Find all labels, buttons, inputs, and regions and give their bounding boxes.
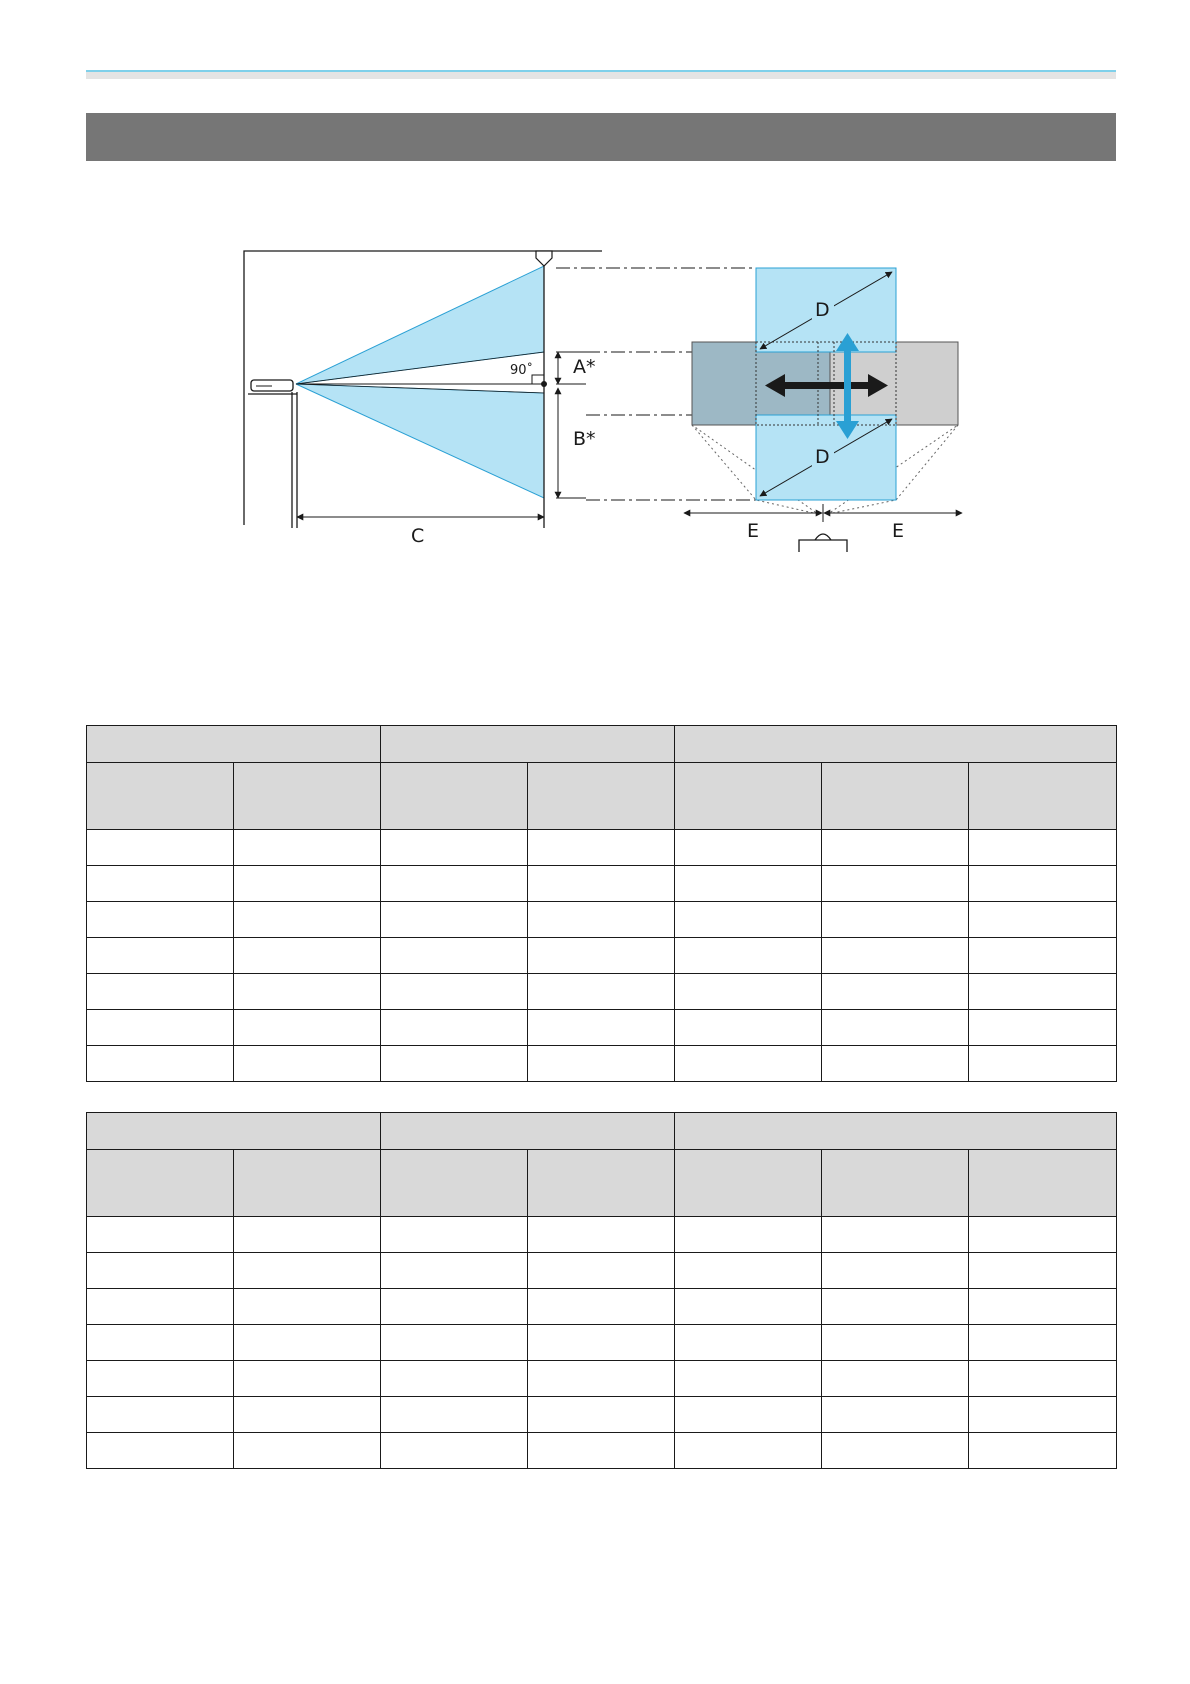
angle-label: 90˚ (510, 363, 534, 378)
projector-front-icon (799, 534, 847, 552)
room-outline (244, 251, 602, 525)
table-cell (822, 1010, 969, 1046)
header-cell (675, 1113, 1117, 1150)
table-cell (234, 1433, 381, 1469)
header-cell (87, 1113, 381, 1150)
projection-distance-diagram (0, 0, 1190, 600)
table-row (87, 1325, 1117, 1361)
subheader-cell (87, 763, 234, 830)
table-cell (528, 974, 675, 1010)
table-subheader-row (87, 763, 1117, 830)
table-cell (969, 1325, 1117, 1361)
table-cell (381, 902, 528, 938)
table-cell (969, 1046, 1117, 1082)
table-cell (381, 974, 528, 1010)
table-cell (675, 1010, 822, 1046)
subheader-cell (234, 763, 381, 830)
table-cell (87, 1010, 234, 1046)
header-cell (381, 1113, 675, 1150)
table-cell (969, 1253, 1117, 1289)
table-cell (822, 1289, 969, 1325)
table-cell (675, 974, 822, 1010)
table-cell (528, 1433, 675, 1469)
table-cell (822, 1433, 969, 1469)
table-cell (528, 1010, 675, 1046)
subheader-cell (822, 763, 969, 830)
table-cell (822, 1325, 969, 1361)
table-header-row (87, 726, 1117, 763)
table-cell (381, 1289, 528, 1325)
table-cell (822, 902, 969, 938)
table-cell (969, 830, 1117, 866)
table-cell (969, 866, 1117, 902)
subheader-cell (528, 1150, 675, 1217)
table-cell (234, 1046, 381, 1082)
side-view (244, 251, 602, 547)
table-cell (822, 1217, 969, 1253)
table-cell (234, 974, 381, 1010)
label-e-right: E (892, 520, 905, 542)
table-row (87, 1289, 1117, 1325)
table-cell (381, 1397, 528, 1433)
table-cell (969, 1361, 1117, 1397)
table-cell (675, 1217, 822, 1253)
table-cell (87, 938, 234, 974)
table-cell (234, 1289, 381, 1325)
table-cell (969, 974, 1117, 1010)
table-cell (381, 1361, 528, 1397)
table-cell (381, 1046, 528, 1082)
table-cell (234, 1325, 381, 1361)
table-cell (822, 830, 969, 866)
table-cell (675, 866, 822, 902)
table-cell (87, 1361, 234, 1397)
table-cell (87, 974, 234, 1010)
table-cell (822, 1253, 969, 1289)
table-cell (969, 902, 1117, 938)
label-c: C (411, 525, 425, 547)
table-row (87, 938, 1117, 974)
table-cell (528, 902, 675, 938)
table-cell (675, 1253, 822, 1289)
axis-point (541, 381, 547, 387)
table-cell (381, 866, 528, 902)
subheader-cell (969, 1150, 1117, 1217)
table-cell (87, 1289, 234, 1325)
table-cell (528, 1325, 675, 1361)
table-cell (87, 830, 234, 866)
subheader-cell (528, 763, 675, 830)
table-row (87, 866, 1117, 902)
table-cell (528, 830, 675, 866)
subheader-cell (234, 1150, 381, 1217)
throw-distance-table-2 (86, 1112, 1117, 1469)
projection-cone-lower (296, 384, 544, 498)
table-cell (528, 1217, 675, 1253)
subheader-cell (381, 763, 528, 830)
table-cell (822, 1046, 969, 1082)
table-cell (381, 1217, 528, 1253)
table-row (87, 1010, 1117, 1046)
table-cell (969, 1217, 1117, 1253)
table-cell (822, 938, 969, 974)
table-cell (234, 830, 381, 866)
label-b: B* (573, 428, 596, 450)
table-header-row (87, 1113, 1117, 1150)
table-cell (528, 1289, 675, 1325)
label-a: A* (573, 356, 596, 378)
table-cell (381, 1325, 528, 1361)
table-cell (528, 1046, 675, 1082)
front-view (684, 268, 962, 552)
table-row (87, 1361, 1117, 1397)
table-cell (87, 1217, 234, 1253)
table-cell (528, 1361, 675, 1397)
subheader-cell (87, 1150, 234, 1217)
table-cell (675, 902, 822, 938)
table-cell (675, 1046, 822, 1082)
table-cell (234, 1010, 381, 1046)
table-cell (87, 1397, 234, 1433)
subheader-cell (822, 1150, 969, 1217)
table-cell (87, 1325, 234, 1361)
table-cell (234, 938, 381, 974)
label-d-upper: D (815, 299, 830, 321)
table-row (87, 830, 1117, 866)
header-cell (675, 726, 1117, 763)
table-cell (87, 902, 234, 938)
table-row (87, 1217, 1117, 1253)
table-cell (822, 974, 969, 1010)
table-cell (528, 1397, 675, 1433)
table-row (87, 1046, 1117, 1082)
table-cell (969, 1289, 1117, 1325)
header-cell (381, 726, 675, 763)
table-cell (675, 1433, 822, 1469)
table-cell (234, 1397, 381, 1433)
table-cell (675, 1397, 822, 1433)
table-cell (234, 902, 381, 938)
table-cell (675, 1289, 822, 1325)
table-cell (381, 830, 528, 866)
table-cell (234, 866, 381, 902)
table-row (87, 974, 1117, 1010)
table-cell (528, 938, 675, 974)
table-cell (969, 1010, 1117, 1046)
table-cell (234, 1253, 381, 1289)
table-cell (381, 1433, 528, 1469)
table-row (87, 1433, 1117, 1469)
table-cell (381, 938, 528, 974)
table-cell (234, 1361, 381, 1397)
label-d-lower: D (815, 446, 830, 468)
table-cell (822, 1361, 969, 1397)
table-row (87, 1397, 1117, 1433)
throw-distance-table-1 (86, 725, 1117, 1082)
subheader-cell (675, 1150, 822, 1217)
table-cell (87, 1046, 234, 1082)
subheader-cell (969, 763, 1117, 830)
table-cell (528, 866, 675, 902)
screen-mount (536, 251, 552, 266)
table-cell (675, 938, 822, 974)
table-cell (675, 1325, 822, 1361)
table-row (87, 1253, 1117, 1289)
table-cell (675, 830, 822, 866)
table-cell (381, 1253, 528, 1289)
table-cell (969, 938, 1117, 974)
table-cell (969, 1433, 1117, 1469)
table-subheader-row (87, 1150, 1117, 1217)
table-cell (822, 1397, 969, 1433)
table-cell (675, 1361, 822, 1397)
projector-icon (251, 380, 293, 391)
subheader-cell (381, 1150, 528, 1217)
table-cell (528, 1253, 675, 1289)
table-row (87, 902, 1117, 938)
table-cell (87, 1253, 234, 1289)
table-cell (234, 1217, 381, 1253)
header-cell (87, 726, 381, 763)
table-cell (381, 1010, 528, 1046)
label-e-left: E (747, 520, 760, 542)
subheader-cell (675, 763, 822, 830)
table-cell (969, 1397, 1117, 1433)
table-cell (87, 1433, 234, 1469)
table-cell (822, 866, 969, 902)
projection-cone-upper (296, 266, 544, 384)
table-cell (87, 866, 234, 902)
